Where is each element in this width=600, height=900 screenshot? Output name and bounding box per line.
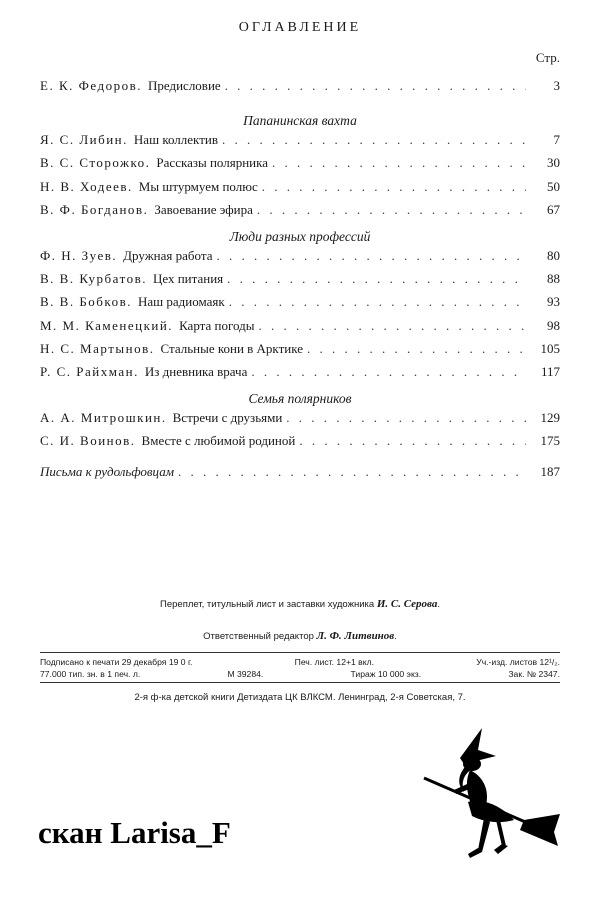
imprint-acc-sheets: Уч.-изд. листов 12¹/₂. [476, 657, 560, 667]
toc-entry [40, 318, 560, 341]
imprint-row [40, 668, 560, 680]
dot-leader [225, 78, 526, 94]
entry-page: 3 [553, 78, 560, 93]
illustrator-credit: Переплет, титульный лист и заставки художника И. С. Серова. [160, 598, 440, 610]
entry-author: Н. С. Мартынов. [40, 340, 155, 356]
toc-entry [40, 410, 560, 433]
entry-author: Н. В. Ходеев. [40, 178, 133, 194]
entry-author: В. В. Бобков. [40, 294, 132, 310]
entry-page: 187 [540, 464, 560, 480]
toc-entry [40, 132, 560, 155]
toc-title: ОГЛАВЛЕНИЕ [238, 20, 362, 35]
illustrator-prefix: Переплет, титульный лист и заставки художника [160, 599, 375, 610]
entry-title: Из дневника врача [144, 363, 248, 379]
imprint-code: М 39284. [227, 669, 264, 679]
entry-page: 7 [553, 132, 560, 148]
toc-entry-preface [40, 78, 560, 101]
section-heading: Папанинская вахта [243, 113, 357, 129]
dot-leader [229, 294, 526, 310]
imprint-print-units: 77.000 тип. зн. в 1 печ. л. [40, 669, 141, 679]
dot-leader [286, 410, 526, 426]
toc-entry [40, 271, 560, 294]
entry-page: 67 [547, 201, 560, 217]
entry-author: В. В. Курбатов. [40, 271, 147, 287]
entry-page: 105 [540, 340, 560, 356]
illustrator-name: И. С. Серова [376, 598, 438, 610]
entry-title: Письма к рудольфовцам [40, 464, 175, 480]
page-column-label: Стр. [535, 50, 560, 65]
entry-page: 80 [547, 247, 560, 263]
entry-author: В. С. Сторожко. [40, 155, 151, 171]
imprint-signed: Подписано к печати 29 декабря 19 0 г. [40, 657, 193, 667]
entry-title: Предисловие [147, 78, 221, 93]
dot-leader [251, 364, 526, 380]
entry-page: 50 [547, 178, 560, 194]
entry-author: Р. С. Райхман. [40, 363, 139, 379]
dot-leader [257, 202, 526, 218]
entry-page: 129 [540, 410, 560, 426]
entry-title: Дружная работа [123, 247, 213, 263]
entry-title: Цех питания [152, 271, 224, 287]
imprint-row [40, 656, 560, 668]
entry-title: Наш коллектив [133, 132, 218, 148]
scan-credit: скан Larisa_F [38, 815, 231, 850]
imprint-sheets: Печ. лист. 12+1 вкл. [294, 657, 375, 667]
toc-entry [40, 364, 560, 387]
entry-author: А. А. Митрошкин. [40, 410, 167, 426]
dot-leader [299, 433, 526, 449]
entry-page: 30 [547, 155, 560, 171]
table-of-contents [40, 78, 560, 488]
entry-author: С. И. Воинов. [40, 433, 136, 449]
toc-entry [40, 248, 560, 271]
entry-author: Я. С. Либин. [40, 132, 128, 148]
entry-title: Мы штурмуем полюс [138, 178, 258, 194]
toc-entry [40, 433, 560, 456]
entry-page: 88 [547, 271, 560, 287]
editor-name: Л. Ф. Литвинов [316, 630, 395, 642]
toc-entry [40, 341, 560, 364]
entry-author: Ф. Н. Зуев. [40, 247, 118, 263]
dot-leader [272, 155, 526, 171]
toc-entry [40, 202, 560, 225]
imprint-run: Тираж 10 000 экз. [350, 669, 422, 679]
imprint-order: Зак. № 2347. [508, 669, 560, 679]
entry-title: Завоевание эфира [154, 201, 253, 217]
toc-entry-letters [40, 464, 560, 487]
editor-prefix: Ответственный редактор [203, 631, 314, 642]
entry-title: Встречи с друзьями [172, 410, 283, 426]
entry-title: Наш радиомаяк [137, 294, 225, 310]
section-heading: Люди разных профессий [229, 228, 371, 244]
entry-page: 93 [547, 294, 560, 310]
entry-title: Рассказы полярника [156, 155, 269, 171]
entry-page: 98 [547, 317, 560, 333]
entry-page: 175 [540, 433, 560, 449]
toc-entry [40, 294, 560, 317]
dot-leader [222, 132, 526, 148]
entry-title: Карта погоды [179, 317, 255, 333]
entry-author: М. М. Каменецкий. [40, 317, 174, 333]
toc-entry [40, 155, 560, 178]
section-heading: Семья полярников [248, 391, 352, 407]
imprint-box [40, 652, 560, 683]
dot-leader [258, 318, 526, 334]
dot-leader [262, 179, 526, 195]
entry-author: Е. К. Федоров. [40, 78, 142, 93]
witch-on-broom-icon [420, 728, 560, 868]
toc-entry [40, 179, 560, 202]
entry-title: Стальные кони в Арктике [160, 340, 303, 356]
dot-leader [307, 341, 526, 357]
entry-author: В. Ф. Богданов. [40, 201, 149, 217]
entry-page: 117 [540, 363, 560, 379]
dot-leader [216, 248, 526, 264]
entry-title: Вместе с любимой родиной [141, 433, 296, 449]
printer-line: 2-я ф-ка детской книги Детиздата ЦК ВЛКСМ. Ленинград, 2-я Советская, 7. [134, 692, 466, 703]
dot-leader [227, 271, 526, 287]
editor-credit: Ответственный редактор Л. Ф. Литвинов. [203, 630, 397, 642]
dot-leader [178, 464, 526, 480]
